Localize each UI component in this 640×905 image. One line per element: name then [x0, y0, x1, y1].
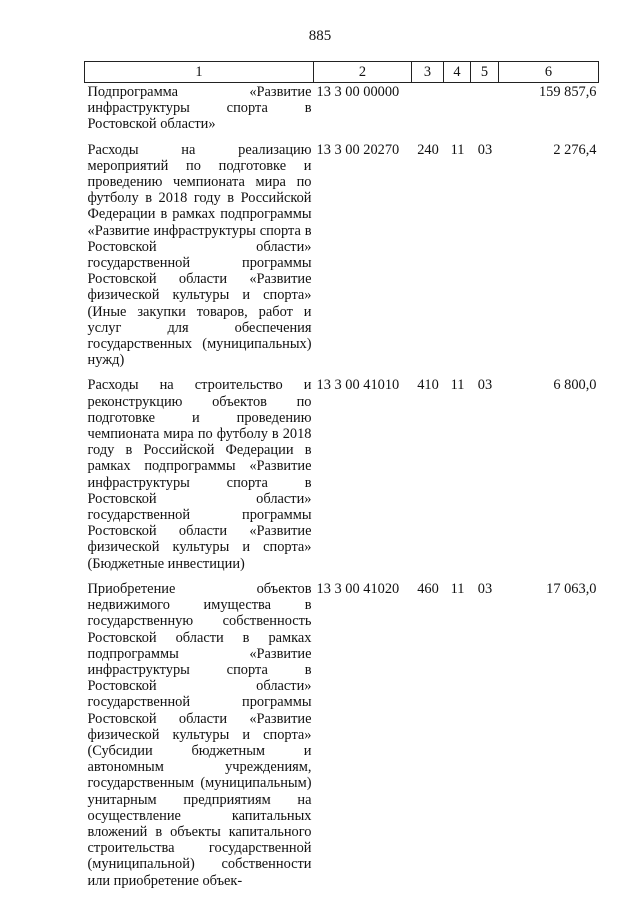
- row-col3: [412, 83, 444, 141]
- row-col5: 03: [477, 141, 493, 158]
- table-row: [85, 580, 599, 897]
- row-code: 13 3 00 41010: [316, 377, 400, 394]
- row-col3: 460: [417, 580, 439, 597]
- row-code: 13 3 00 00000: [316, 84, 400, 100]
- row-name: Приобретение объектов недвижимого имущества в государственную собственность Ростовской области в рамках подпрограммы «Развитие инфраструктуры спорта в Ростовской области» государственной программы Ростовской области «Развитие физической культуры и спорта» (Субсидии бюджетным и автономным учреждениям, государственным (муниципальным) унитарным предприятиям на осуществление капитальных вложений в объекты капитального строительства государственной (муниципальной) собственности или приобретение объек-: [87, 580, 312, 889]
- table-row: [85, 376, 599, 579]
- row-amount: 6 800,0: [553, 377, 597, 394]
- column-header: 5: [471, 62, 499, 83]
- row-code: 13 3 00 41020: [316, 580, 400, 597]
- row-name: Подпрограмма «Развитие инфраструктуры спорта в Ростовской области»: [87, 84, 312, 133]
- column-header: 6: [499, 62, 599, 83]
- row-amount: 17 063,0: [546, 580, 597, 597]
- row-col3: 240: [417, 141, 439, 158]
- column-header: 1: [85, 62, 314, 83]
- row-amount: 2 276,4: [553, 141, 597, 158]
- table-row: [85, 141, 599, 377]
- table-row: [85, 83, 599, 141]
- table-header-row: [85, 62, 599, 83]
- column-header: 3: [412, 62, 444, 83]
- row-col4: [444, 83, 471, 141]
- row-amount: 159 857,6: [538, 84, 597, 100]
- page-number: 885: [308, 28, 332, 44]
- column-header: 4: [444, 62, 471, 83]
- row-col4: 11: [450, 377, 465, 394]
- row-col5: [471, 83, 499, 141]
- budget-table: [84, 61, 599, 897]
- row-name: Расходы на реализацию мероприятий по подготовке и проведению чемпионата мира по футболу в 2018 году в Российской Федерации в рамках подпрограммы «Развитие инфраструктуры спорта в Ростовской области» государственной программы Ростовской области «Развитие физической культуры и спорта» (Иные закупки товаров, работ и услуг для обеспечения государственных (муниципальных) нужд): [87, 141, 312, 369]
- row-col5: 03: [477, 377, 493, 394]
- row-col3: 410: [417, 377, 439, 394]
- column-header: 2: [314, 62, 412, 83]
- row-col4: 11: [450, 580, 465, 597]
- row-col4: 11: [450, 141, 465, 158]
- row-col5: 03: [477, 580, 493, 597]
- row-name: Расходы на строительство и реконструкцию объектов по подготовке и проведению чемпионата мира по футболу в 2018 году в Российской Федерации в рамках подпрограммы «Развитие инфраструктуры спорта в Ростовской области» государственной программы Ростовской области «Развитие физической культуры и спорта» (Бюджетные инвестиции): [87, 377, 312, 572]
- row-code: 13 3 00 20270: [316, 141, 400, 158]
